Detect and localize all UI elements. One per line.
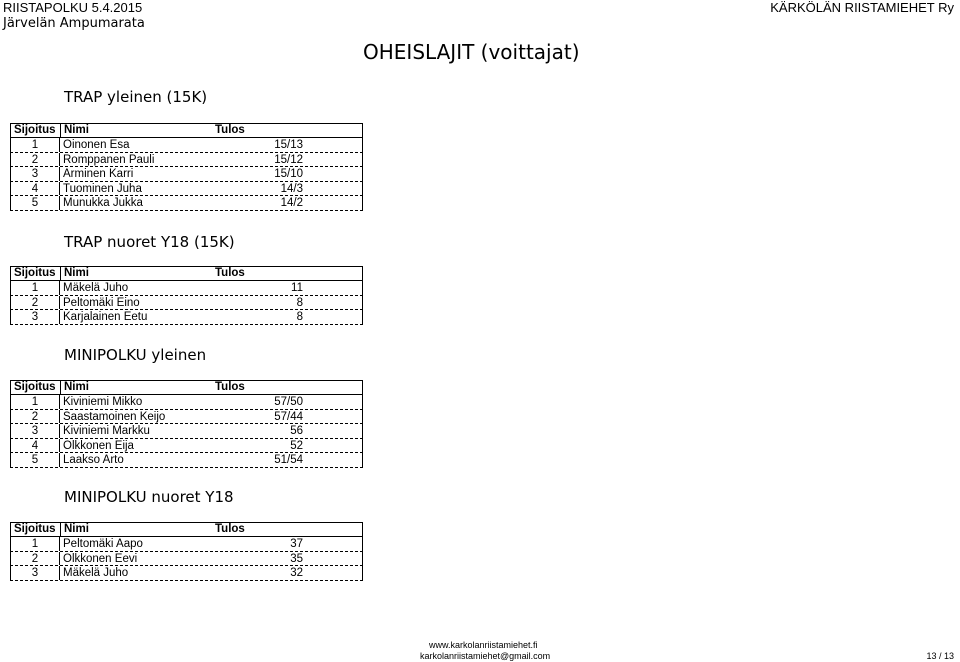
header-event-title: RIISTAPOLKU 5.4.2015: [3, 0, 143, 15]
row-result: 15/12: [274, 153, 303, 166]
row-rank: 4: [10, 182, 60, 196]
footer-email: karkolanriistamiehet@gmail.com: [420, 651, 551, 661]
table-row: [10, 453, 363, 468]
table-row: [10, 182, 363, 197]
table-row: [10, 395, 363, 410]
page-title: OHEISLAJIT (voittajat): [363, 40, 580, 64]
col-result-header: Tulos: [215, 124, 245, 136]
row-name: Romppanen Pauli: [63, 153, 155, 166]
row-rank: 1: [10, 395, 60, 409]
col-rank-header: Sijoitus: [11, 124, 61, 137]
row-name: Laakso Arto: [63, 454, 124, 467]
row-result: 15/13: [274, 139, 303, 151]
table-row: [10, 537, 363, 552]
section-title-trap-nuoret: TRAP nuoret Y18 (15K): [64, 233, 235, 251]
table-row: [10, 196, 363, 211]
row-result: 32: [290, 567, 303, 580]
row-rank: 1: [10, 537, 60, 551]
row-name: Kiviniemi Markku: [63, 425, 150, 438]
section-title-minipolku-nuoret: MINIPOLKU nuoret Y18: [64, 488, 234, 506]
table-header: [10, 522, 363, 537]
table-row: [10, 167, 363, 182]
row-name: Olkkonen Eevi: [63, 552, 138, 565]
row-name: Saastamoinen Keijo: [63, 410, 166, 423]
row-rank: 2: [10, 410, 60, 424]
table-row: [10, 424, 363, 439]
row-name: Oinonen Esa: [63, 139, 130, 151]
table-row: [10, 439, 363, 454]
section-title-trap-yleinen: TRAP yleinen (15K): [64, 88, 208, 106]
results-table-minipolku-nuoret: [10, 522, 363, 581]
table-row: [10, 138, 363, 153]
table-row: [10, 410, 363, 425]
row-result: 14/2: [280, 197, 303, 210]
row-name: Kiviniemi Mikko: [63, 396, 143, 408]
row-rank: 3: [10, 566, 60, 580]
row-name: Arminen Karri: [63, 168, 134, 181]
results-table-trap-yleinen: [10, 123, 363, 211]
row-result: 52: [290, 439, 303, 452]
row-rank: 1: [10, 281, 60, 295]
col-name-header: Nimi: [64, 523, 89, 535]
row-name: Karjalainen Eetu: [63, 311, 148, 324]
col-rank-header: Sijoitus: [11, 523, 61, 536]
row-name: Olkkonen Eija: [63, 439, 134, 452]
row-rank: 2: [10, 296, 60, 310]
col-result-header: Tulos: [215, 381, 245, 393]
row-result: 57/50: [274, 396, 303, 408]
row-name: Tuominen Juha: [63, 182, 142, 195]
row-result: 56: [290, 425, 303, 438]
row-name: Mäkelä Juho: [63, 567, 129, 580]
table-row: [10, 296, 363, 311]
row-rank: 3: [10, 310, 60, 324]
row-result: 15/10: [274, 168, 303, 181]
row-result: 8: [296, 311, 303, 324]
col-rank-header: Sijoitus: [11, 381, 61, 394]
table-header: [10, 380, 363, 395]
row-rank: 2: [10, 153, 60, 167]
col-result-header: Tulos: [215, 523, 245, 535]
row-name: Mäkelä Juho: [63, 282, 129, 294]
col-rank-header: Sijoitus: [11, 267, 61, 280]
table-row: [10, 566, 363, 581]
results-table-minipolku-yleinen: [10, 380, 363, 468]
table-row: [10, 153, 363, 168]
table-row: [10, 281, 363, 296]
row-name: Peltomäki Eino: [63, 296, 140, 309]
row-result: 51/54: [274, 454, 303, 467]
col-name-header: Nimi: [64, 124, 89, 136]
results-table-trap-nuoret: [10, 266, 363, 325]
table-header: [10, 123, 363, 138]
col-result-header: Tulos: [215, 267, 245, 279]
row-result: 11: [291, 282, 303, 294]
row-rank: 2: [10, 552, 60, 566]
table-header: [10, 266, 363, 281]
row-rank: 4: [10, 439, 60, 453]
row-result: 8: [296, 296, 303, 309]
row-rank: 1: [10, 138, 60, 152]
row-name: Peltomäki Aapo: [63, 538, 143, 550]
row-result: 35: [290, 552, 303, 565]
row-name: Munukka Jukka: [63, 197, 143, 210]
footer-website: www.karkolanriistamiehet.fi: [429, 640, 538, 650]
row-rank: 5: [10, 453, 60, 467]
row-result: 14/3: [280, 182, 303, 195]
col-name-header: Nimi: [64, 381, 89, 393]
row-result: 57/44: [274, 410, 303, 423]
table-row: [10, 552, 363, 567]
section-title-minipolku-yleinen: MINIPOLKU yleinen: [64, 346, 207, 364]
header-venue: Järvelän Ampumarata: [3, 16, 145, 31]
row-rank: 5: [10, 196, 60, 210]
row-rank: 3: [10, 424, 60, 438]
table-row: [10, 310, 363, 325]
header-organizer: KÄRKÖLÄN RIISTAMIEHET Ry: [770, 0, 954, 15]
row-result: 37: [290, 538, 303, 550]
page-number: 13 / 13: [926, 651, 954, 661]
col-name-header: Nimi: [64, 267, 89, 279]
row-rank: 3: [10, 167, 60, 181]
